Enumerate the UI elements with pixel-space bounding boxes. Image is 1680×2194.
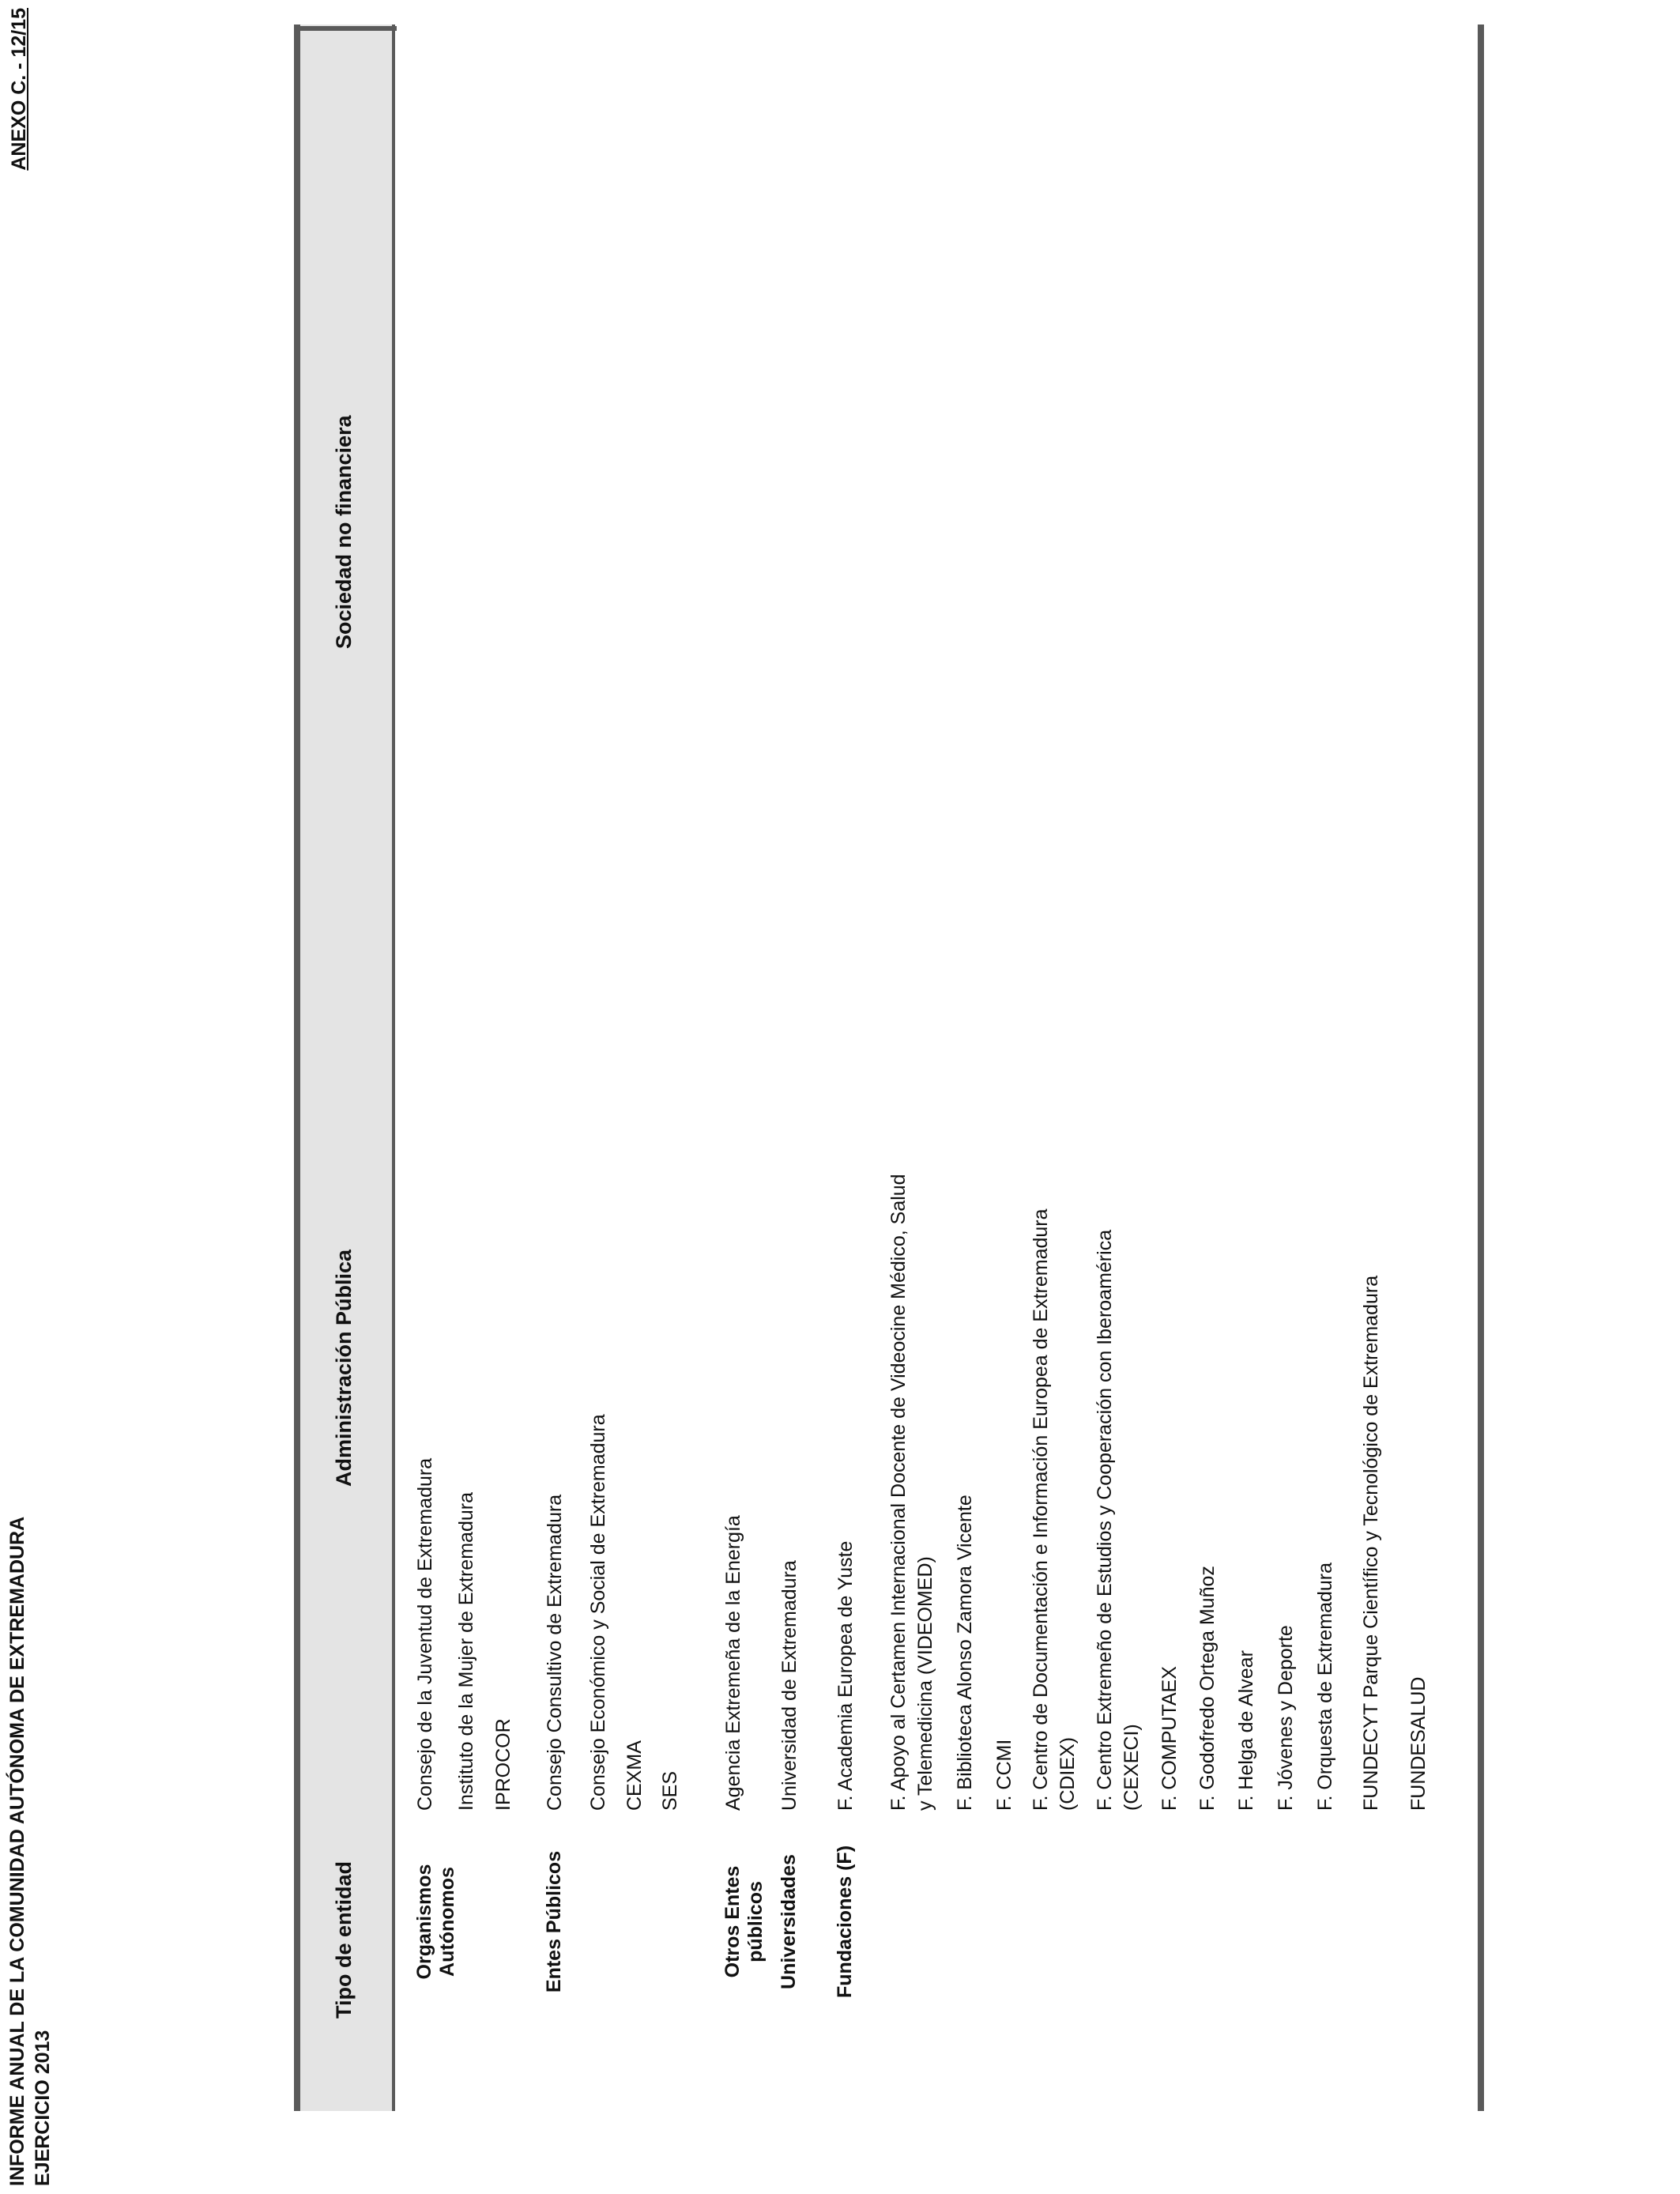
table-header-band xyxy=(300,25,392,2111)
entity-cexeci-line2: (CEXECI) xyxy=(1121,1724,1143,1811)
table-right-border xyxy=(294,26,397,31)
entity-academia-yuste: F. Academia Europea de Yuste xyxy=(834,1540,857,1811)
entity-helga: F. Helga de Alvear xyxy=(1235,1650,1257,1811)
entity-jovenes: F. Jóvenes y Deporte xyxy=(1275,1625,1297,1811)
entity-consejo-juventud: Consejo de la Juventud de Extremadura xyxy=(414,1457,436,1811)
category-organismos: Organismos Autónomos xyxy=(413,1864,458,1980)
report-year: EJERCICIO 2013 xyxy=(32,2030,54,2186)
table-header-divider xyxy=(392,25,395,2111)
entity-videomed-line2: y Telemedicina (VIDEOMED) xyxy=(914,1556,936,1811)
column-header-tipo: Tipo de entidad xyxy=(332,1860,356,2019)
entity-biblioteca: F. Biblioteca Alonso Zamora Vicente xyxy=(954,1495,976,1811)
entity-godofredo: F. Godofredo Ortega Muñoz xyxy=(1196,1566,1219,1811)
entity-ses: SES xyxy=(659,1770,681,1811)
category-entes: Entes Públicos xyxy=(543,1850,565,1993)
table-top-border xyxy=(294,25,300,2111)
annex-label: ANEXO C. - 12/15 xyxy=(8,8,30,171)
category-universidades: Universidades xyxy=(778,1854,800,1989)
entity-orquesta: F. Orquesta de Extremadura xyxy=(1314,1562,1336,1811)
category-fundaciones: Fundaciones (F) xyxy=(834,1845,856,1999)
entity-computaex: F. COMPUTAEX xyxy=(1158,1666,1181,1811)
column-header-sociedad: Sociedad no financiera xyxy=(332,415,356,649)
entity-consejo-economico: Consejo Económico y Social de Extremadura xyxy=(587,1414,609,1811)
entity-instituto-mujer: Instituto de la Mujer de Extremadura xyxy=(455,1492,477,1811)
column-header-administracion: Administración Pública xyxy=(332,1249,356,1487)
entity-cexeci-line1: F. Centro Extremeño de Estudios y Cooperación con Iberoamérica xyxy=(1094,1229,1116,1811)
table-bottom-border xyxy=(1478,25,1484,2111)
category-otros: Otros Entes públicos xyxy=(721,1865,767,1978)
entity-cexma: CEXMA xyxy=(623,1740,646,1811)
entity-cdiex-line1: F. Centro de Documentación e Información Europea de Extremadura xyxy=(1030,1208,1052,1811)
entity-fundecyt: FUNDECYT Parque Científico y Tecnológico de Extremadura xyxy=(1360,1275,1382,1811)
entity-ccmi: F. CCMI xyxy=(993,1739,1015,1811)
entity-universidad: Universidad de Extremadura xyxy=(778,1560,800,1811)
entity-cdiex-line2: (CDIEX) xyxy=(1057,1736,1079,1811)
entity-fundesalud: FUNDESALUD xyxy=(1407,1676,1430,1811)
entity-agencia-energia: Agencia Extremeña de la Energía xyxy=(722,1515,744,1811)
entity-consejo-consultivo: Consejo Consultivo de Extremadura xyxy=(544,1494,566,1811)
entity-iprocor: IPROCOR xyxy=(492,1718,514,1811)
entity-videomed-line1: F. Apoyo al Certamen Internacional Docente de Videocine Médico, Salud xyxy=(887,1174,910,1811)
report-title: INFORME ANUAL DE LA COMUNIDAD AUTÓNOMA DE EXTREMADURA xyxy=(6,1516,28,2186)
